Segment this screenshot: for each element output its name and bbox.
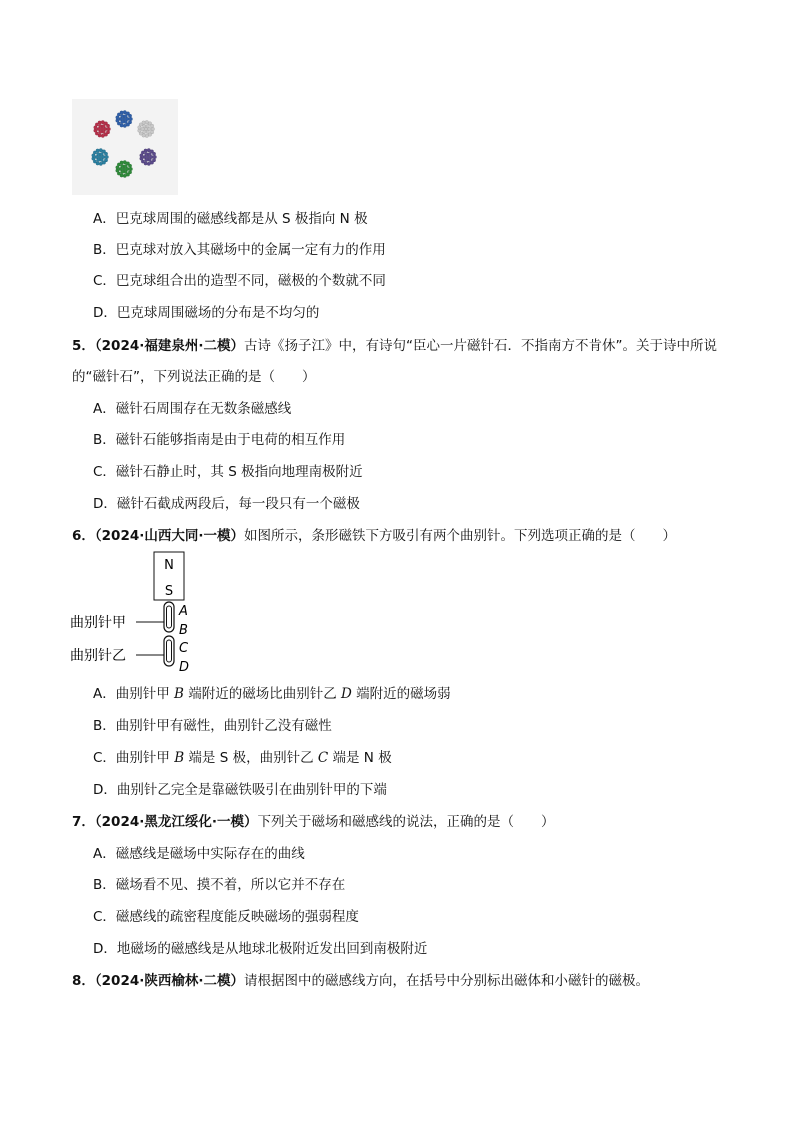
- q7-option-a: A．磁感线是磁场中实际存在的曲线: [93, 846, 305, 862]
- clip1-label: 曲别针甲: [70, 615, 126, 631]
- q6-option-d: D．曲别针乙完全是靠磁铁吸引在曲别针甲的下端: [93, 782, 387, 798]
- magnet-s-label: S: [164, 584, 174, 599]
- q5-option-b: B．磁针石能够指南是由于电荷的相互作用: [93, 432, 346, 448]
- point-b-label: B: [179, 623, 188, 638]
- q8-source: （2024·陕西榆林·二模）: [94, 973, 244, 989]
- q7-stem-text: 下列关于磁场和磁感线的说法，正确的是（ ）: [257, 814, 555, 830]
- q5-source: （2024·福建泉州·二模）: [94, 338, 244, 354]
- q8-stem-text: 请根据图中的磁感线方向，在括号中分别标出磁体和小磁针的磁极。: [244, 973, 649, 989]
- q6-stem: [72, 527, 676, 545]
- q5-option-c: C．磁针石静止时，其 S 极指向地理南极附近: [93, 464, 363, 480]
- magnet-paperclip-figure: [68, 550, 208, 678]
- q6-option-c: C．曲别针甲 B 端是 S 极，曲别针乙 C 端是 N 极: [93, 750, 392, 766]
- q5-stem-line2: 的“磁针石”，下列说法正确的是（ ）: [72, 369, 316, 385]
- q7-option-b: B．磁场看不见、摸不着，所以它并不存在: [93, 877, 346, 893]
- q7-stem: [72, 813, 555, 831]
- clip2-label: 曲别针乙: [70, 648, 126, 664]
- q4-option-a: A．巴克球周围的磁感线都是从 S 极指向 N 极: [93, 211, 368, 227]
- q8-number: 8．: [72, 973, 95, 989]
- point-d-label: D: [179, 660, 190, 675]
- q7-source: （2024·黑龙江绥化·一模）: [94, 814, 258, 830]
- q7-option-c: C．磁感线的疏密程度能反映磁场的强弱程度: [93, 909, 359, 925]
- q5-option-a: A．磁针石周围存在无数条磁感线: [93, 401, 292, 417]
- point-c-label: C: [179, 641, 189, 656]
- q4-option-d: D．巴克球周围磁场的分布是不均匀的: [93, 305, 320, 321]
- q6-stem-text: 如图所示，条形磁铁下方吸引有两个曲别针。下列选项正确的是（ ）: [244, 528, 676, 544]
- q5-stem-line1: 古诗《扬子江》中，有诗句“臣心一片磁针石．不指南方不肯休”。关于诗中所说: [244, 338, 717, 354]
- q7-number: 7．: [72, 814, 95, 830]
- point-a-label: A: [179, 604, 188, 619]
- q6-source: （2024·山西大同·一模）: [94, 528, 244, 544]
- q5-number: 5．: [72, 338, 95, 354]
- q4-option-b: B．巴克球对放入其磁场中的金属一定有力的作用: [93, 242, 386, 258]
- q8-stem: [72, 972, 649, 990]
- q4-option-c: C．巴克球组合出的造型不同，磁极的个数就不同: [93, 273, 386, 289]
- q6-option-b: B．曲别针甲有磁性，曲别针乙没有磁性: [93, 718, 332, 734]
- q5-option-d: D．磁针石截成两段后，每一段只有一个磁极: [93, 496, 360, 512]
- buckyball-photo: [72, 99, 178, 195]
- magnet-n-label: N: [164, 558, 174, 573]
- q6-number: 6．: [72, 528, 95, 544]
- q5-stem: [72, 337, 717, 355]
- q6-option-a: A．曲别针甲 B 端附近的磁场比曲别针乙 D 端附近的磁场弱: [93, 686, 451, 702]
- q7-option-d: D．地磁场的磁感线是从地球北极附近发出回到南极附近: [93, 941, 428, 957]
